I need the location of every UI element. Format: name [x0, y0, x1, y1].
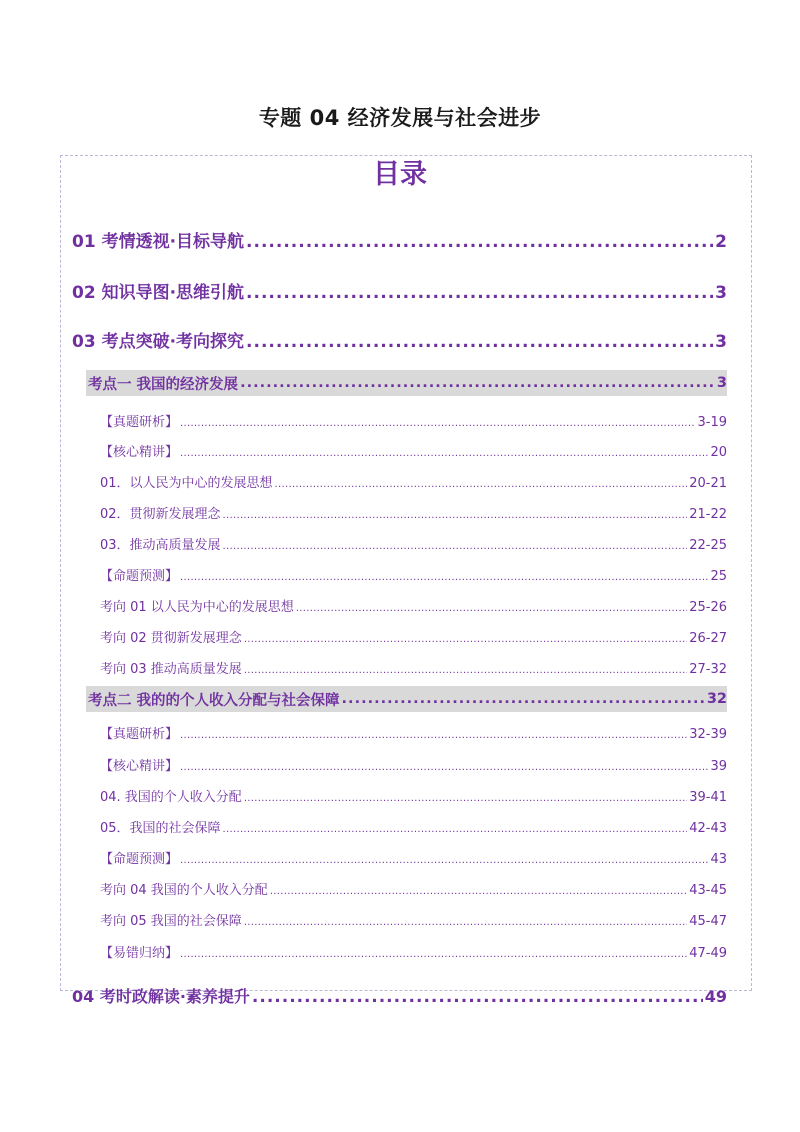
- toc-entry-label: 05．我国的社会保障: [100, 821, 221, 836]
- toc-entry-label: 03 考点突破·考向探究: [72, 332, 245, 352]
- toc-entry-label: 01．以人民为中心的发展思想: [100, 476, 273, 491]
- dot-leader: [180, 762, 708, 773]
- toc-entry-kaodian-2[interactable]: [86, 686, 727, 712]
- toc-entry-page: 3-19: [697, 415, 727, 430]
- toc-entry-label: 【命题预测】: [100, 852, 179, 867]
- toc-entry-item[interactable]: [100, 848, 727, 867]
- toc-entry-page: 42-43: [689, 821, 727, 836]
- dot-leader: [223, 824, 688, 835]
- toc-entry-label: 04. 我国的个人收入分配: [100, 790, 242, 805]
- toc-entry-page: 26-27: [689, 631, 727, 646]
- document-title: 专题 04 经济发展与社会进步: [258, 106, 542, 130]
- toc-entry-page: 45-47: [689, 914, 727, 929]
- dot-leader: [180, 730, 687, 741]
- toc-heading: 目录: [373, 159, 427, 190]
- dot-leader: [223, 541, 688, 552]
- dot-leader: [246, 332, 713, 352]
- toc-entry-page: 20: [710, 445, 727, 460]
- dot-leader: [252, 987, 703, 1007]
- toc-entry-page: 27-32: [689, 662, 727, 677]
- toc-entry-label: 考向 04 我国的个人收入分配: [100, 883, 268, 898]
- toc-entry-item[interactable]: [100, 411, 727, 430]
- toc-entry-section-01[interactable]: [72, 227, 727, 252]
- toc-entry-page: 32: [706, 691, 727, 707]
- toc-entry-page: 2: [715, 232, 727, 252]
- dot-leader: [180, 572, 708, 583]
- dot-leader: [270, 886, 687, 897]
- dot-leader: [240, 375, 715, 391]
- toc-entry-page: 25: [710, 569, 727, 584]
- toc-entry-item[interactable]: [100, 723, 727, 742]
- toc-entry-page: 22-25: [689, 538, 727, 553]
- toc-entry-label: 02 知识导图·思维引航: [72, 283, 245, 303]
- toc-entry-page: 43-45: [689, 883, 727, 898]
- toc-entry-item[interactable]: [100, 441, 727, 460]
- toc-entry-label: 考点一 我国的经济发展: [88, 376, 239, 393]
- toc-entry-section-02[interactable]: [72, 278, 727, 303]
- toc-entry-item[interactable]: [100, 942, 727, 961]
- toc-entry-label: 【真题研析】: [100, 415, 179, 430]
- dot-leader: [244, 793, 687, 804]
- toc-entry-item[interactable]: [100, 627, 727, 646]
- dot-leader: [244, 634, 687, 645]
- toc-entry-page: 49: [704, 987, 727, 1006]
- toc-entry-item[interactable]: [100, 910, 727, 929]
- dot-leader: [180, 418, 695, 429]
- toc-entry-label: 03．推动高质量发展: [100, 538, 221, 553]
- dot-leader: [275, 479, 688, 490]
- toc-entry-label: 考向 03 推动高质量发展: [100, 662, 242, 677]
- toc-entry-item[interactable]: [100, 565, 727, 584]
- dot-leader: [246, 232, 713, 252]
- toc-entry-label: 【核心精讲】: [100, 759, 179, 774]
- toc-entry-label: 02．贯彻新发展理念: [100, 507, 221, 522]
- toc-entry-item[interactable]: [100, 755, 727, 774]
- toc-entry-page: 25-26: [689, 600, 727, 615]
- toc-entry-item[interactable]: [100, 596, 727, 615]
- toc-entry-item[interactable]: [100, 879, 727, 898]
- toc-entry-item[interactable]: [100, 472, 727, 491]
- toc-entry-label: 01 考情透视·目标导航: [72, 232, 245, 252]
- toc-entry-page: 39: [710, 759, 727, 774]
- dot-leader: [180, 855, 708, 866]
- toc-entry-page: 3: [716, 375, 727, 391]
- toc-entry-item[interactable]: [100, 786, 727, 805]
- dot-leader: [180, 949, 687, 960]
- toc-entry-label: 【易错归纳】: [100, 946, 179, 961]
- toc-entry-kaodian-1[interactable]: [86, 370, 727, 396]
- toc-entry-page: 32-39: [689, 727, 727, 742]
- toc-entry-label: 【核心精讲】: [100, 445, 179, 460]
- toc-entry-label: 考向 05 我国的社会保障: [100, 914, 242, 929]
- dot-leader: [246, 283, 713, 303]
- toc-entry-item[interactable]: [100, 658, 727, 677]
- toc-entry-page: 3: [715, 283, 727, 303]
- toc-entry-label: 考向 02 贯彻新发展理念: [100, 631, 242, 646]
- toc-entry-page: 3: [715, 332, 727, 352]
- toc-entry-label: 考向 01 以人民为中心的发展思想: [100, 600, 294, 615]
- toc-entry-label: 【真题研析】: [100, 727, 179, 742]
- toc-entry-item[interactable]: [100, 817, 727, 836]
- toc-entry-label: 04 考时政解读·素养提升: [72, 987, 250, 1006]
- dot-leader: [244, 917, 687, 928]
- dot-leader: [342, 691, 705, 707]
- toc-entry-page: 39-41: [689, 790, 727, 805]
- dot-leader: [296, 603, 687, 614]
- toc-entry-label: 【命题预测】: [100, 569, 179, 584]
- toc-entry-page: 43: [710, 852, 727, 867]
- toc-entry-page: 47-49: [689, 946, 727, 961]
- dot-leader: [180, 448, 708, 459]
- dot-leader: [223, 510, 688, 521]
- toc-entry-page: 21-22: [689, 507, 727, 522]
- toc-entry-section-03[interactable]: [72, 327, 727, 352]
- toc-entry-page: 20-21: [689, 476, 727, 491]
- toc-entry-section-04[interactable]: [72, 984, 727, 1007]
- dot-leader: [244, 665, 687, 676]
- toc-entry-item[interactable]: [100, 534, 727, 553]
- toc-entry-label: 考点二 我的的个人收入分配与社会保障: [88, 692, 340, 709]
- toc-entry-item[interactable]: [100, 503, 727, 522]
